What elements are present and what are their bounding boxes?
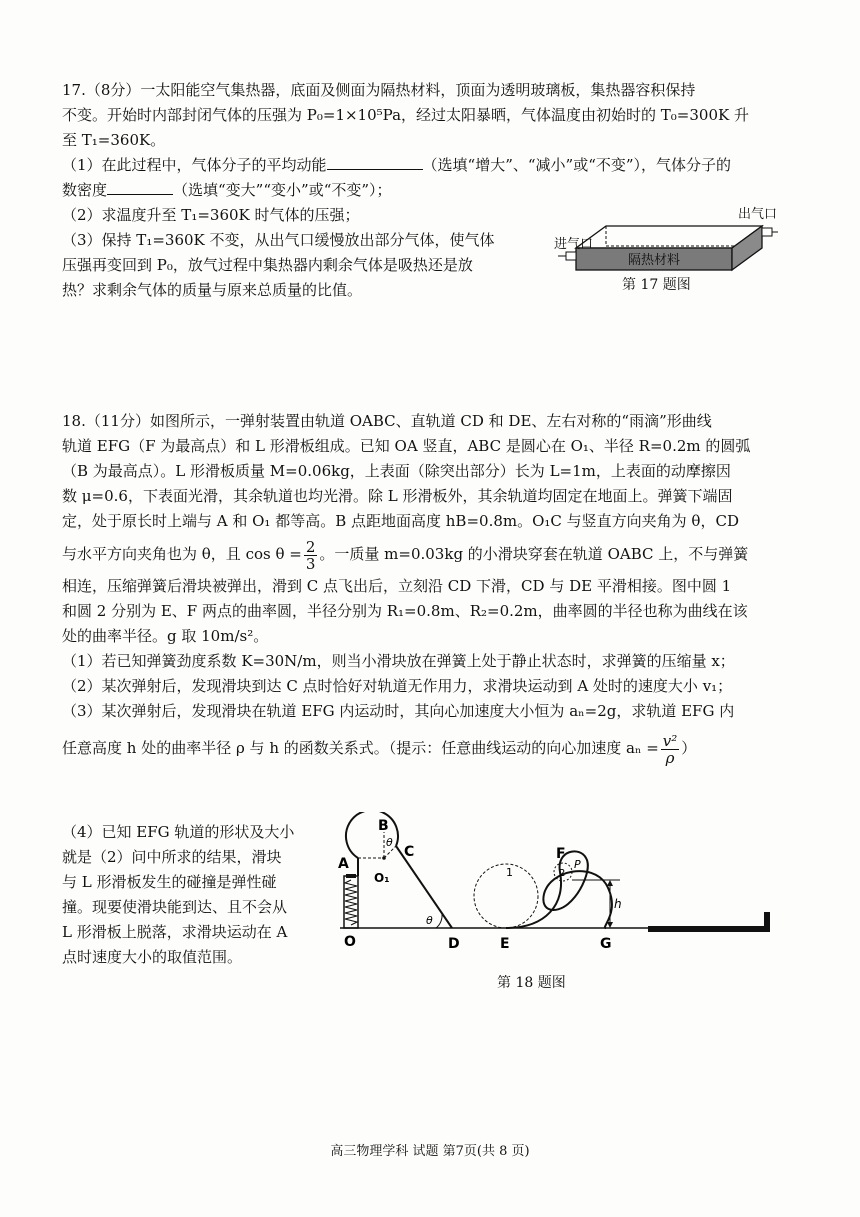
q18-hint-text-a: 任意高度 h 处的曲率半径 ρ 与 h 的函数关系式。（提示：任意曲线运动的向心加速度 aₙ = bbox=[62, 739, 659, 757]
q17-line-2: 不变。开始时内部封闭气体的压强为 P₀=1×10⁵Pa，经过太阳暴晒，气体温度由初始时的 T₀=300K 升 bbox=[62, 106, 749, 124]
figure-18-track bbox=[330, 812, 790, 962]
q18-line-7: 相连，压缩弹簧后滑块被弹出，滑到 C 点飞出后，立刻沿 CD 下滑，CD 与 DE 平滑相接。图中圆 1 bbox=[62, 577, 732, 595]
outlet-label: 出气口 bbox=[738, 207, 778, 222]
q17-part-1-text-a: （1）在此过程中，气体分子的平均动能 bbox=[62, 156, 327, 174]
q18-part-4-line-4: 撞。现要使滑块能到达、且不会从 bbox=[62, 898, 288, 916]
q18-part-4-line-6: 点时速度大小的取值范围。 bbox=[62, 948, 243, 966]
figure-18-caption: 第 18 题图 bbox=[497, 975, 566, 991]
q18-line-5: 定，处于原长时上端与 A 和 O₁ 都等高。B 点距地面高度 hB=0.8m。O₁C 与竖直方向夹角为 θ，CD bbox=[62, 512, 739, 530]
hint-fraction bbox=[661, 733, 680, 766]
l-board bbox=[648, 926, 764, 932]
q18-line-4: 数 μ=0.6，下表面光滑，其余轨道也均光滑。除 L 形滑板外，其余轨道均固定在地面上。弹簧下端固 bbox=[62, 487, 733, 505]
insulation-label: 隔热材料 bbox=[627, 253, 681, 268]
l-board-lip bbox=[764, 912, 770, 932]
insulation-side bbox=[732, 226, 762, 270]
q17-line-3: 至 T₁=360K。 bbox=[62, 131, 166, 149]
label-theta-top: θ bbox=[386, 836, 393, 849]
q18-line-cos bbox=[62, 534, 822, 574]
q18-line-9: 处的曲率半径。g 取 10m/s²。 bbox=[62, 627, 269, 645]
cos-denominator: 3 bbox=[305, 554, 316, 573]
answer-blank-2 bbox=[107, 180, 173, 195]
outlet-pipe bbox=[762, 228, 772, 236]
label-a: A bbox=[338, 856, 349, 872]
q18-line-3: （B 为最高点）。L 形滑板质量 M=0.06kg，上表面（除突出部分）长为 L=1m，上表面的动摩擦因 bbox=[62, 462, 731, 480]
label-c: C bbox=[404, 844, 415, 860]
inlet-label: 进气口 bbox=[554, 237, 594, 252]
q18-part-3: （3）某次弹射后，发现滑块在轨道 EFG 内运动时，其向心加速度大小恒为 aₙ=2g，求轨道 EFG 内 bbox=[62, 702, 735, 720]
q18-hint-text-b: ） bbox=[681, 739, 697, 757]
answer-blank-1 bbox=[327, 155, 423, 170]
q18-cos-text-b: 。一质量 m=0.03kg 的小滑块穿套在轨道 OABC 上，不与弹簧 bbox=[319, 545, 749, 563]
q17-line-1: 17.（8分）一太阳能空气集热器，底面及侧面为隔热材料，顶面为透明玻璃板，集热器容积保持 bbox=[62, 81, 696, 99]
q17-part-3-line-3: 热？求剩余气体的质量与原来总质量的比值。 bbox=[62, 281, 363, 299]
q17-part-1 bbox=[62, 153, 802, 178]
arrow-up bbox=[607, 880, 613, 886]
arrow-down bbox=[607, 922, 613, 928]
q17-part-1-text-c: 数密度 bbox=[62, 181, 108, 199]
label-f: F bbox=[556, 846, 566, 862]
q18-line-2: 轨道 EFG（F 为最高点）和 L 形滑板组成。已知 OA 竖直，ABC 是圆心在 O₁、半径 R=0.2m 的圆弧 bbox=[62, 437, 751, 455]
q18-line-8: 和圆 2 分别为 E、F 两点的曲率圆，半径分别为 R₁=0.8m、R₂=0.2m，曲率圆的半径也称为曲线在该 bbox=[62, 602, 748, 620]
track-efg bbox=[506, 851, 612, 928]
q17-part-2: （2）求温度升至 T₁=360K 时气体的压强； bbox=[62, 206, 360, 224]
label-theta-bottom: θ bbox=[426, 914, 433, 927]
q17-part-3-line-1: （3）保持 T₁=360K 不变，从出气口缓慢放出部分气体，使气体 bbox=[62, 231, 495, 249]
spring bbox=[345, 880, 357, 925]
angle-arc-d bbox=[436, 914, 442, 928]
q18-line-1: 18.（11分）如图所示，一弹射装置由轨道 OABC、直轨道 CD 和 DE、左右对称的“雨滴”形曲线 bbox=[62, 412, 712, 430]
slider-block bbox=[346, 874, 356, 878]
q18-part-4-line-2: 就是（2）问中所求的结果，滑块 bbox=[62, 848, 282, 866]
q17-part-3-line-2: 压强再变回到 P₀，放气过程中集热器内剩余气体是吸热还是放 bbox=[62, 256, 473, 274]
figure-17-caption: 第 17 题图 bbox=[622, 277, 691, 293]
q18-part-4-line-5: L 形滑板上脱落，求滑块运动在 A bbox=[62, 923, 288, 941]
cos-numerator: 2 bbox=[305, 537, 316, 556]
q18-part-4-line-3: 与 L 形滑板发生的碰撞是弹性碰 bbox=[62, 873, 277, 891]
hint-numerator: v² bbox=[662, 731, 678, 750]
q18-part-1: （1）若已知弹簧劲度系数 K=30N/m，则当小滑块放在弹簧上处于静止状态时，求弹簧的压缩量 x； bbox=[62, 652, 735, 670]
label-o: O bbox=[344, 934, 356, 950]
page-footer: 高三物理学科 试题 第7页(共 8 页) bbox=[330, 1144, 530, 1159]
label-b: B bbox=[378, 818, 389, 834]
cos-fraction bbox=[304, 539, 318, 572]
label-p: P bbox=[574, 858, 581, 871]
q17-part-1-text-b: （选填“增大”、“减小”或“不变”），气体分子的 bbox=[422, 156, 732, 174]
q18-part-4 bbox=[62, 820, 322, 970]
label-d: D bbox=[448, 936, 460, 952]
inlet-pipe bbox=[566, 252, 576, 260]
label-g: G bbox=[600, 936, 612, 952]
q18-cos-text-a: 与水平方向夹角也为 θ，且 cos θ = bbox=[62, 545, 302, 563]
q18-part-4-line-1: （4）已知 EFG 轨道的形状及大小 bbox=[62, 823, 295, 841]
hint-denominator: ρ bbox=[665, 748, 675, 767]
q17-part-1-text-d: （选填“变大”“变小”或“不变”）； bbox=[173, 181, 392, 199]
figure-17-collector bbox=[548, 200, 818, 278]
label-circle-2: 2 bbox=[559, 868, 566, 879]
collector-top bbox=[576, 226, 762, 248]
q18-part-2: （2）某次弹射后，发现滑块到达 C 点时恰好对轨道无作用力，求滑块运动到 A 处时的速度大小 v₁； bbox=[62, 677, 733, 695]
label-h: h bbox=[614, 897, 622, 911]
label-o1: O₁ bbox=[374, 871, 390, 885]
label-e: E bbox=[500, 936, 510, 952]
arc-abc bbox=[346, 812, 398, 858]
label-circle-1: 1 bbox=[506, 866, 513, 879]
q18-part-3-hint bbox=[62, 724, 822, 772]
question-18 bbox=[62, 409, 822, 772]
